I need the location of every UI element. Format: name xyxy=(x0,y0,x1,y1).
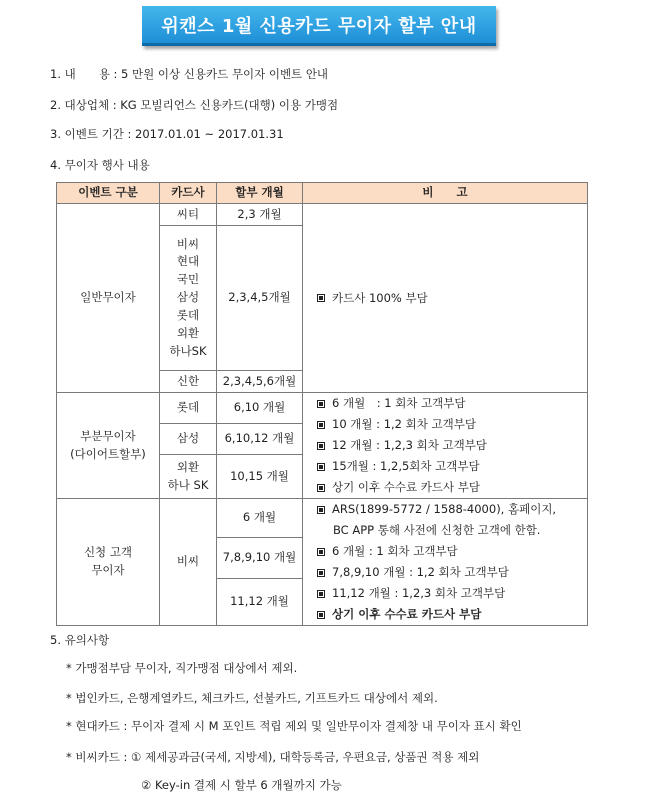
info-label: 무이자 행사 내용 xyxy=(64,158,150,172)
info-content: 1. 내 용 : 5 만원 이상 신용카드 무이자 이벤트 안내 xyxy=(50,67,329,81)
event-type-line: 무이자 xyxy=(91,563,125,577)
checkbox-bullet-icon xyxy=(317,463,325,471)
caution-heading: 5. 유의사항 xyxy=(50,633,110,647)
info-value: 5 만원 이상 신용카드 무이자 이벤트 안내 xyxy=(121,67,329,81)
note-text: 6 개월 : 1 회차 고객부담 xyxy=(332,396,466,410)
event-type-general: 일반무이자 xyxy=(57,204,160,393)
note-text: 12 개월 : 1,2,3 회차 고객부담 xyxy=(332,438,487,452)
info-merchant: 2. 대상업체 : KG 모빌리언스 신용카드(대행) 이용 가맹점 xyxy=(50,98,339,112)
months-cell: 2,3,4,5개월 xyxy=(217,226,303,371)
caution-item: * 가맹점부담 무이자, 직가맹점 대상에서 제외. xyxy=(66,661,298,675)
card-cell: 롯데 xyxy=(160,393,217,424)
table-header-row xyxy=(57,183,588,204)
header-event-type: 이벤트 구분 xyxy=(57,183,160,204)
card-cell xyxy=(160,455,217,499)
card-name: 하나 SK xyxy=(167,477,209,492)
note-general xyxy=(303,204,588,393)
checkbox-bullet-icon xyxy=(317,421,325,429)
info-label: 이벤트 기간 xyxy=(64,127,124,141)
table-row xyxy=(57,499,588,538)
info-num: 1. xyxy=(50,67,61,81)
caution-item: ② Key-in 결제 시 할부 6 개월까지 가능 xyxy=(141,778,342,792)
table-row xyxy=(57,393,588,424)
card-cell: 삼성 xyxy=(160,424,217,455)
months-cell: 7,8,9,10 개월 xyxy=(217,537,303,578)
checkbox-bullet-icon xyxy=(317,569,325,577)
checkbox-bullet-icon xyxy=(317,442,325,450)
card-name: 비씨 xyxy=(176,236,200,251)
months-cell: 2,3,4,5,6개월 xyxy=(217,371,303,393)
caution-item: * 법인카드, 은행계열카드, 체크카드, 선불카드, 기프트카드 대상에서 제외. xyxy=(66,691,438,705)
caution-item: * 비씨카드 : ① 제세공과금(국세, 지방세), 대학등록금, 우편요금, 상품권 적용 제외 xyxy=(66,750,480,764)
card-cell: 신한 xyxy=(160,371,217,393)
card-name: 외환 xyxy=(176,459,200,474)
info-num: 2. xyxy=(50,98,61,112)
header-remarks: 비 고 xyxy=(303,183,588,204)
event-type-line: 신청 고객 xyxy=(83,545,133,560)
card-list-cell xyxy=(160,226,217,371)
checkbox-bullet-icon xyxy=(317,400,325,408)
card-name: 외환 xyxy=(176,325,200,340)
event-type-line: 부분무이자 xyxy=(80,428,136,443)
note-text: 상기 이후 수수료 카드사 부담 xyxy=(332,480,480,494)
checkbox-bullet-icon xyxy=(317,484,325,492)
checkbox-bullet-icon xyxy=(317,294,325,302)
card-name: 삼성 xyxy=(176,290,200,305)
months-cell: 10,15 개월 xyxy=(217,455,303,499)
header-card-company: 카드사 xyxy=(160,183,217,204)
info-label: 대상업체 xyxy=(64,98,110,112)
info-label: 내 용 xyxy=(64,67,110,81)
months-cell: 6,10 개월 xyxy=(217,393,303,424)
card-cell: 씨티 xyxy=(160,204,217,226)
note-text: 7,8,9,10 개월 : 1,2 회차 고객부담 xyxy=(332,565,509,579)
months-cell: 2,3 개월 xyxy=(217,204,303,226)
card-name: 국민 xyxy=(176,272,200,287)
info-period: 3. 이벤트 기간 : 2017.01.01 ~ 2017.01.31 xyxy=(50,127,284,141)
card-name: 현대 xyxy=(176,254,200,269)
note-text: 카드사 100% 부담 xyxy=(332,290,428,305)
info-value: KG 모빌리언스 신용카드(대행) 이용 가맹점 xyxy=(120,98,339,112)
note-text: 15개월 : 1,2,5회차 고객부담 xyxy=(332,459,480,473)
card-cell: 비씨 xyxy=(160,499,217,626)
note-partial xyxy=(303,393,588,499)
months-cell: 6,10,12 개월 xyxy=(217,424,303,455)
event-type-line: (다이어트할부) xyxy=(70,446,146,461)
note-text: 6 개월 : 1 회차 고객부담 xyxy=(332,544,458,558)
note-text: BC APP 통해 사전에 신청한 고객에 한함. xyxy=(333,523,541,537)
header-installment-months: 할부 개월 xyxy=(217,183,303,204)
months-cell: 6 개월 xyxy=(217,499,303,538)
info-value: 2017.01.01 ~ 2017.01.31 xyxy=(135,127,284,141)
note-text: 상기 이후 수수료 카드사 부담 xyxy=(332,607,482,621)
checkbox-bullet-icon xyxy=(317,590,325,598)
page-title: 위캔스 1월 신용카드 무이자 할부 안내 xyxy=(142,6,496,46)
card-name: 하나SK xyxy=(169,343,207,358)
checkbox-bullet-icon xyxy=(317,548,325,556)
info-event-details xyxy=(50,157,150,173)
note-text: ARS(1899-5772 / 1588-4000), 홈페이지, xyxy=(332,502,557,516)
table-row xyxy=(57,204,588,226)
checkbox-bullet-icon xyxy=(317,506,325,514)
note-apply xyxy=(303,499,588,626)
event-type-partial xyxy=(57,393,160,499)
event-type-apply xyxy=(57,499,160,626)
checkbox-bullet-icon xyxy=(317,611,325,619)
info-num: 4. xyxy=(50,158,61,172)
event-table xyxy=(56,182,588,626)
note-text: 10 개월 : 1,2 회차 고객부담 xyxy=(332,417,476,431)
caution-item: * 현대카드 : 무이자 결제 시 M 포인트 적립 제외 및 일반무이자 결제창 내 무이자 표시 확인 xyxy=(66,719,522,733)
info-num: 3. xyxy=(50,127,61,141)
months-cell: 11,12 개월 xyxy=(217,578,303,625)
note-text: 11,12 개월 : 1,2,3 회차 고객부담 xyxy=(332,586,506,600)
card-name: 롯데 xyxy=(176,307,200,322)
